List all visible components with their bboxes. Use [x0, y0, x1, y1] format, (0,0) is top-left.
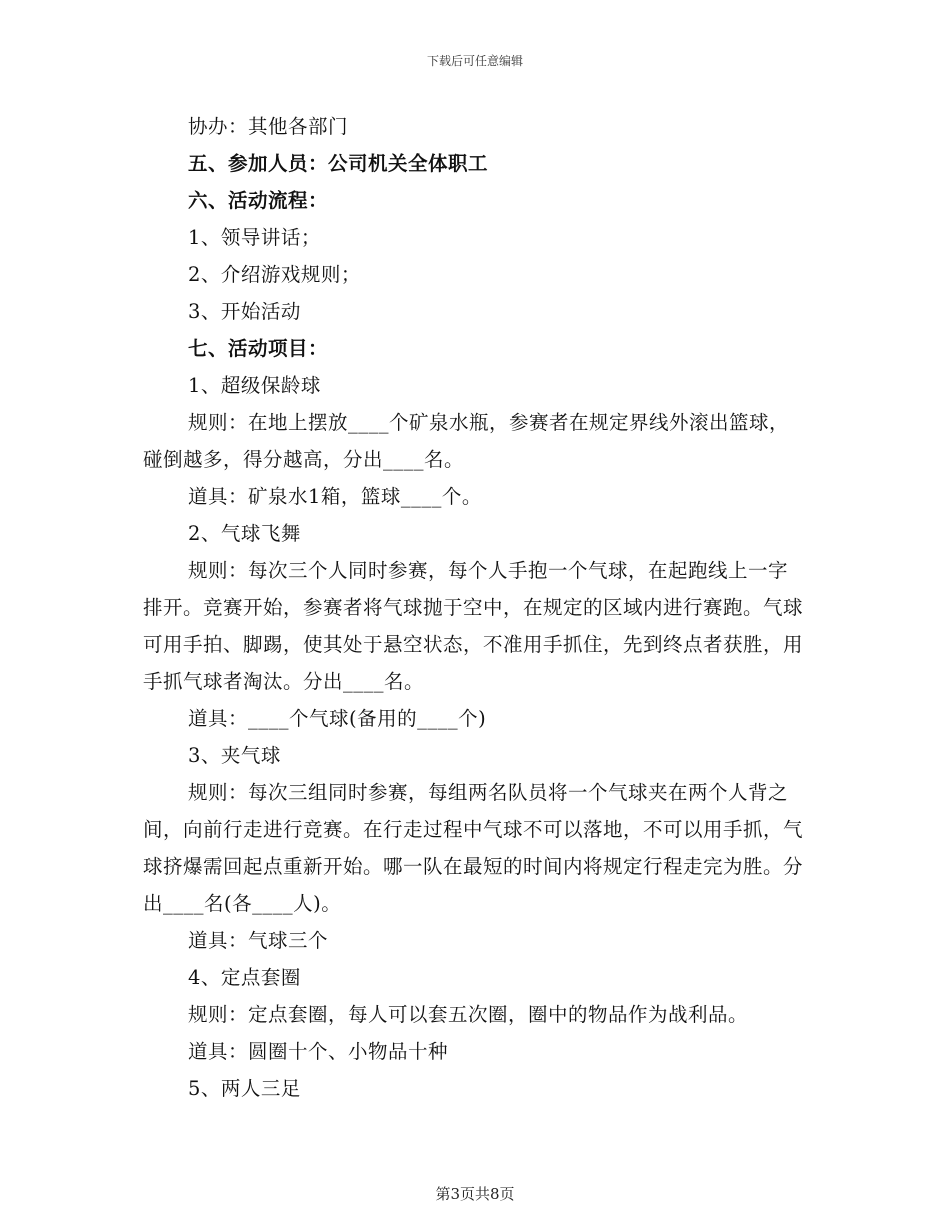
- process-step-3: 3、开始活动: [188, 300, 301, 323]
- heading-process: 六、活动流程：: [188, 189, 329, 212]
- activity-1-props: 道具：矿泉水1箱，篮球____个。: [188, 485, 482, 508]
- paragraph-cohost: 协办：其他各部门: [188, 115, 349, 138]
- activity-4-rules: 规则：定点套圈，每人可以套五次圈，圈中的物品作为战利品。: [188, 1003, 749, 1026]
- activity-4-props: 道具：圆圈十个、小物品十种: [188, 1040, 449, 1063]
- document-body: [143, 108, 803, 1107]
- page-header: 下载后可任意编辑: [426, 54, 523, 68]
- activity-3-title: 3、夹气球: [188, 744, 281, 767]
- activity-3-props: 道具：气球三个: [188, 929, 329, 952]
- process-step-1: 1、领导讲话；: [188, 226, 321, 249]
- heading-activities: 七、活动项目：: [188, 337, 329, 360]
- activity-1-title: 1、超级保龄球: [188, 374, 321, 397]
- activity-4-title: 4、定点套圈: [188, 966, 301, 989]
- process-step-2: 2、介绍游戏规则；: [188, 263, 361, 286]
- activity-3-rules: 规则：每次三组同时参赛，每组两名队员将一个气球夹在两个人背之间，向前行走进行竞赛。在行走过程中气球不可以落地，不可以用手抓，气球挤爆需回起点重新开始。哪一队在最短的时间内将规定行程走完为胜。分出____名(各____人)。: [143, 781, 804, 915]
- activity-5-title: 5、两人三足: [188, 1077, 301, 1100]
- page-footer: 第3页共8页: [435, 1185, 515, 1203]
- activity-2-title: 2、气球飞舞: [188, 522, 301, 545]
- activity-1-rules: 规则：在地上摆放____个矿泉水瓶，参赛者在规定界线外滚出篮球，碰倒越多，得分越高，分出____名。: [143, 411, 790, 471]
- activity-2-props: 道具：____个气球(备用的____个): [188, 707, 487, 730]
- heading-participants: 五、参加人员：公司机关全体职工: [188, 152, 489, 175]
- activity-2-rules: 规则：每次三个人同时参赛，每个人手抱一个气球，在起跑线上一字排开。竞赛开始，参赛者将气球抛于空中，在规定的区域内进行赛跑。气球可用手拍、脚踢，使其处于悬空状态，不准用手抓住，先到终点者获胜，用手抓气球者淘汰。分出____名。: [143, 559, 804, 693]
